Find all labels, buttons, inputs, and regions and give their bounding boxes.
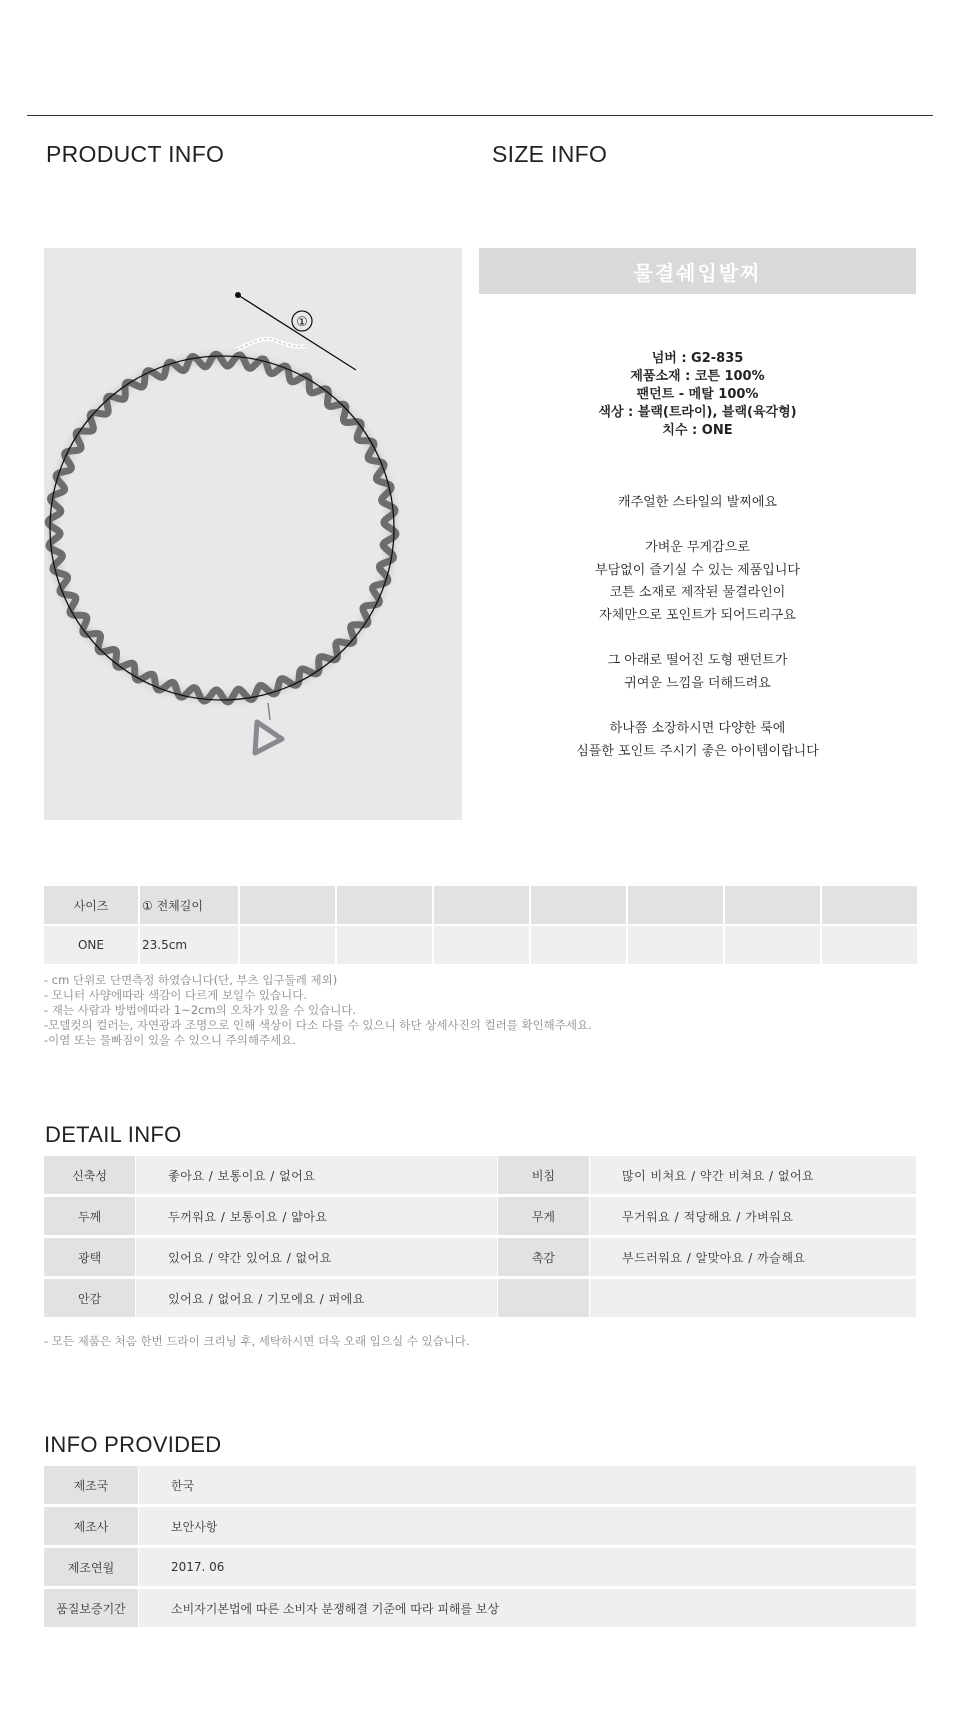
info-provided-table — [44, 1466, 916, 1630]
size-cell-length: 23.5cm — [140, 926, 240, 966]
size-cell-empty — [822, 926, 917, 966]
size-header-empty — [434, 886, 531, 926]
size-header-empty — [725, 886, 822, 926]
detail-note: - 모든 제품은 처음 한번 드라이 크리닝 후, 세탁하시면 더욱 오래 입으실 수 있습니다. — [44, 1334, 470, 1348]
size-header-empty — [531, 886, 628, 926]
description-line: 부담없이 즐기실 수 있는 제품입니다 — [595, 562, 800, 578]
detail-table — [44, 1156, 916, 1320]
info-value: 한국 — [139, 1466, 916, 1507]
detail-label: 신축성 — [44, 1156, 136, 1197]
detail-value: 있어요 / 없어요 / 기모에요 / 퍼에요 — [136, 1279, 497, 1320]
detail-label — [498, 1279, 590, 1320]
size-cell-empty — [725, 926, 822, 966]
detail-label: 광택 — [44, 1238, 136, 1279]
size-table-header-row — [44, 886, 917, 926]
detail-info-heading: DETAIL INFO — [45, 1122, 182, 1147]
info-provided-heading: INFO PROVIDED — [44, 1432, 222, 1457]
info-label: 품질보증기간 — [44, 1589, 139, 1630]
info-row — [44, 1507, 916, 1548]
product-specs — [479, 350, 916, 440]
description-line: 심플한 포인트 주시기 좋은 아이템이랍니다 — [576, 743, 819, 759]
detail-row — [44, 1156, 916, 1197]
info-row — [44, 1548, 916, 1589]
size-cell-size: ONE — [44, 926, 140, 966]
size-header-empty — [240, 886, 337, 926]
spec-pendant: 팬던트 - 메탈 100% — [636, 387, 759, 402]
marker-label: ① — [296, 315, 308, 330]
detail-value: 두꺼워요 / 보통이요 / 얇아요 — [136, 1197, 497, 1238]
size-note: - 모니터 사양에따라 색감이 다르게 보일수 있습니다. — [44, 988, 308, 1002]
size-header-empty — [822, 886, 917, 926]
info-value: 소비자기본법에 따른 소비자 분쟁해결 기준에 따라 피해를 보상 — [139, 1589, 916, 1630]
spec-number: 넘버 : G2-835 — [651, 351, 744, 366]
detail-row — [44, 1197, 916, 1238]
detail-row — [44, 1238, 916, 1279]
size-header-size: 사이즈 — [44, 886, 140, 926]
detail-value: 무거워요 / 적당해요 / 가벼워요 — [590, 1197, 916, 1238]
description-line: 하나쯤 소장하시면 다양한 룩에 — [609, 720, 786, 736]
description-line: 코튼 소재로 제작된 물결라인이 — [609, 585, 786, 601]
product-description — [479, 492, 916, 763]
spec-size: 치수 : ONE — [662, 423, 733, 438]
detail-value: 좋아요 / 보통이요 / 없어요 — [136, 1156, 497, 1197]
detail-label: 안감 — [44, 1279, 136, 1320]
detail-label: 촉감 — [498, 1238, 590, 1279]
info-label: 제조연월 — [44, 1548, 139, 1589]
info-value: 2017. 06 — [139, 1548, 916, 1589]
size-cell-empty — [337, 926, 434, 966]
detail-value: 부드러워요 / 알맞아요 / 까슬해요 — [590, 1238, 916, 1279]
spec-material: 제품소재 : 코튼 100% — [630, 369, 765, 384]
size-info-heading: SIZE INFO — [492, 141, 608, 167]
size-header-length: ① 전체길이 — [140, 886, 240, 926]
size-table — [44, 886, 917, 966]
size-header-empty — [628, 886, 725, 926]
product-photo — [44, 248, 462, 820]
size-note: -이염 또는 물빠짐이 있을 수 있으니 주의해주세요. — [44, 1033, 296, 1047]
product-info-heading: PRODUCT INFO — [46, 141, 225, 167]
info-row — [44, 1466, 916, 1507]
description-line: 가벼운 무게감으로 — [645, 540, 750, 556]
detail-label: 두께 — [44, 1197, 136, 1238]
size-cell-empty — [240, 926, 337, 966]
size-cell-empty — [531, 926, 628, 966]
top-divider — [27, 115, 933, 116]
size-note: - cm 단위로 단면측정 하였습니다(단, 부츠 입구둘레 제외) — [44, 973, 338, 987]
detail-value: 있어요 / 약간 있어요 / 없어요 — [136, 1238, 497, 1279]
measure-dot — [235, 292, 241, 298]
spec-color: 색상 : 블랙(트라이), 블랙(육각형) — [598, 405, 797, 420]
size-notes — [44, 973, 592, 1048]
size-cell-empty — [628, 926, 725, 966]
detail-label: 비침 — [498, 1156, 590, 1197]
anklet-illustration — [44, 248, 462, 820]
info-label: 제조사 — [44, 1507, 139, 1548]
detail-value — [590, 1279, 916, 1320]
detail-row — [44, 1279, 916, 1320]
description-line: 자체만으로 포인트가 되어드리구요 — [599, 607, 796, 623]
info-row — [44, 1589, 916, 1630]
size-note: - 재는 사람과 방법에따라 1~2cm의 오차가 있을 수 있습니다. — [44, 1003, 357, 1017]
description-line: 그 아래로 떨어진 도형 팬던트가 — [607, 653, 788, 669]
size-table-row — [44, 926, 917, 966]
info-value: 보안사항 — [139, 1507, 916, 1548]
detail-value: 많이 비쳐요 / 약간 비쳐요 / 없어요 — [590, 1156, 916, 1197]
product-name-bar: 물결쉐입발찌 — [479, 248, 916, 294]
size-header-empty — [337, 886, 434, 926]
description-line: 캐주얼한 스타일의 발찌에요 — [618, 495, 777, 510]
size-note: -모델컷의 컬러는, 자연광과 조명으로 인해 색상이 다소 다를 수 있으니 하단 상세사진의 컬러를 확인해주세요. — [44, 1018, 592, 1032]
description-line: 귀여운 느낌을 더해드려요 — [624, 675, 771, 691]
triangle-pendant — [255, 722, 282, 753]
detail-label: 무게 — [498, 1197, 590, 1238]
size-cell-empty — [434, 926, 531, 966]
info-label: 제조국 — [44, 1466, 139, 1507]
